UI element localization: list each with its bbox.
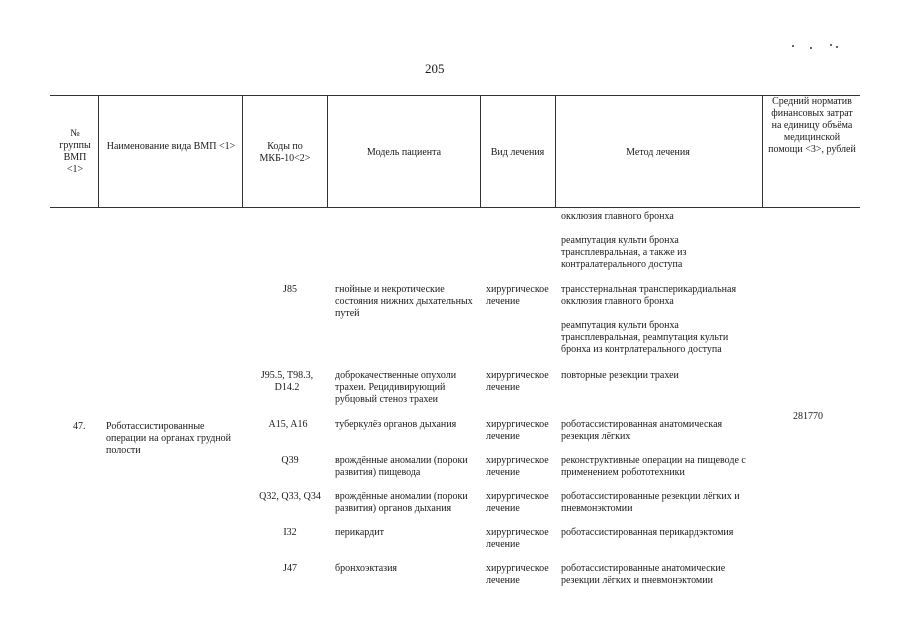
column-divider	[327, 95, 328, 208]
average-cost: 281770	[793, 411, 823, 422]
treatment-type: хирургическое лечение	[486, 491, 549, 514]
icd-code: J47	[283, 563, 297, 574]
patient-model: врождённые аномалии (пороки развития) органов дыхания	[335, 491, 468, 514]
header-average-cost: Средний норматив финансовых затрат на единицу объёма медицинской помощи <3>, рублей	[768, 96, 856, 155]
column-divider	[242, 95, 243, 208]
treatment-method: реампутация культи бронха трансплевральная, а также из контралатерального доступа	[561, 235, 687, 270]
scan-speck	[792, 45, 794, 47]
column-divider	[555, 95, 556, 208]
treatment-method: трансстернальная трансперикардиальная окклюзия главного бронха	[561, 284, 737, 307]
treatment-method: повторные резекции трахеи	[561, 370, 679, 381]
icd-code: I32	[283, 527, 297, 538]
header-group-number: № группы ВМП <1>	[59, 128, 91, 175]
treatment-method: реампутация культи бронха трансплевральная, реампутация культи бронха из контрлатерального доступа	[561, 320, 729, 355]
treatment-method: окклюзия главного бронха	[561, 211, 674, 222]
icd-code: J85	[283, 284, 297, 295]
column-divider	[98, 95, 99, 208]
treatment-method: роботассистированные анатомические резекции лёгких и пневмонэктомии	[561, 563, 726, 586]
patient-model: врождённые аномалии (пороки развития) пищевода	[335, 455, 468, 478]
header-treatment-type: Вид лечения	[490, 147, 545, 158]
table-header-bottom-border	[50, 207, 860, 208]
header-treatment-method: Метод лечения	[626, 147, 690, 158]
patient-model: туберкулёз органов дыхания	[335, 419, 457, 430]
treatment-type: хирургическое лечение	[486, 455, 549, 478]
icd-code: A15, A16	[268, 419, 308, 430]
treatment-method: роботассистированная перикардэктомия	[561, 527, 734, 538]
scan-speck	[836, 46, 838, 48]
header-patient-model: Модель пациента	[366, 147, 442, 158]
icd-code: Q32, Q33, Q34	[259, 491, 321, 502]
treatment-type: хирургическое лечение	[486, 370, 549, 393]
scan-speck	[830, 44, 832, 46]
patient-model: перикардит	[335, 527, 384, 538]
treatment-type: хирургическое лечение	[486, 527, 549, 550]
treatment-type: хирургическое лечение	[486, 419, 549, 442]
patient-model: гнойные и некротические состояния нижних дыхательных путей	[335, 284, 473, 319]
icd-code: J95.5, T98.3, D14.2	[260, 370, 314, 393]
scan-speck	[810, 47, 812, 49]
page-number: 205	[425, 61, 445, 76]
icd-code: Q39	[281, 455, 299, 466]
treatment-type: хирургическое лечение	[486, 563, 549, 586]
treatment-method: реконструктивные операции на пищеводе с применением робототехники	[561, 455, 746, 478]
group-number: 47.	[73, 421, 86, 432]
patient-model: бронхоэктазия	[335, 563, 398, 574]
column-divider	[762, 95, 763, 208]
header-vmp-name: Наименование вида ВМП <1>	[106, 141, 236, 152]
column-divider	[480, 95, 481, 208]
table-top-border	[50, 95, 860, 96]
treatment-type: хирургическое лечение	[486, 284, 549, 307]
patient-model: доброкачественные опухоли трахеи. Рецидивирующий рубцовый стеноз трахеи	[335, 370, 457, 405]
header-icd-codes: Коды по МКБ-10<2>	[259, 141, 311, 164]
treatment-method: роботассистированная анатомическая резекция лёгких	[561, 419, 723, 442]
treatment-method: роботассистированные резекции лёгких и пневмонэктомии	[561, 491, 740, 514]
vmp-name: Роботассистированные операции на органах грудной полости	[106, 421, 232, 456]
